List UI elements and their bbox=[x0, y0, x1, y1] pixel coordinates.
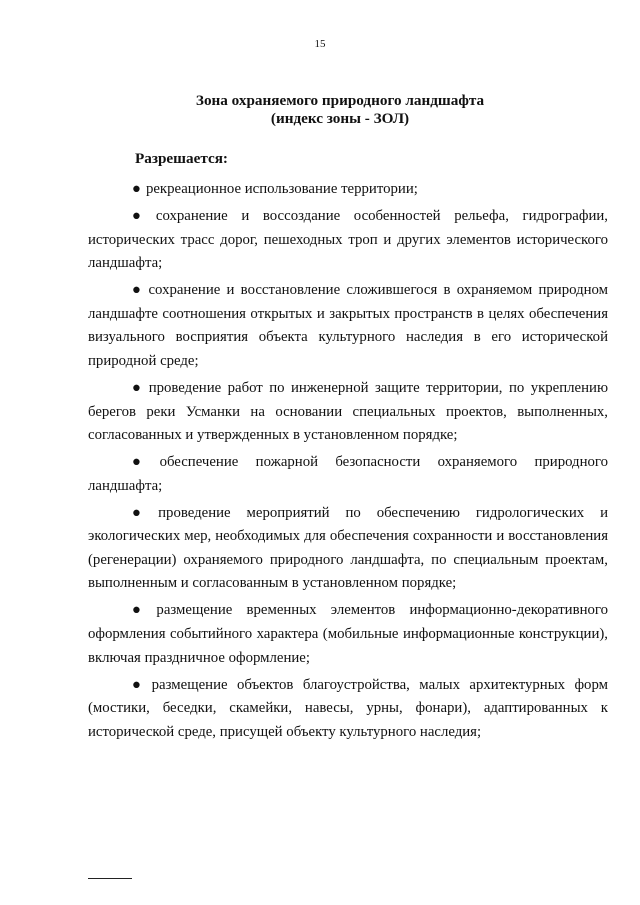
list-item-text: размещение объектов благоустройства, малых архитектурных форм (мостики, беседки, скамейки, навесы, урны, фонари), адаптированных к исторической среде, присущей объекту культурного наследия; bbox=[88, 676, 608, 740]
list-item bbox=[88, 178, 608, 202]
list-item bbox=[88, 674, 608, 745]
list-item bbox=[88, 205, 608, 276]
list-item bbox=[88, 502, 608, 596]
list-item-text: проведение работ по инженерной защите территории, по укреплению берегов реки Усманки на основании специальных проектов, выполненных, согласованных и утвержденных в установленном порядке; bbox=[88, 379, 609, 444]
bullet-icon: ● bbox=[132, 454, 155, 471]
bullet-icon: ● bbox=[132, 504, 154, 521]
list-item-text: сохранение и воссоздание особенностей рельефа, гидрографии, исторических трасс дорог, пешеходных троп и других элементов исторического ландшафта; bbox=[88, 207, 609, 272]
list-item bbox=[88, 377, 608, 448]
bullet-icon: ● bbox=[132, 379, 144, 396]
title-line-2: (индекс зоны - ЗОЛ) bbox=[270, 110, 410, 127]
list-item-text: размещение временных элементов информационно-декоративного оформления событийного характера (мобильные информационные конструкции), включая праздничное оформление; bbox=[88, 602, 608, 666]
list-item-text: рекреационное использование территории; bbox=[145, 181, 418, 197]
section-heading: Разрешается: bbox=[135, 150, 228, 167]
list-item bbox=[88, 599, 608, 670]
list-item-text: сохранение и восстановление сложившегося в охраняемом природном ландшафте соотношения открытых и закрытых пространств в целях обеспечения визуального восприятия объекта культурного наследия в его исторической природной среде; bbox=[88, 282, 609, 369]
list-item-text: обеспечение пожарной безопасности охраняемого природного ландшафта; bbox=[88, 454, 609, 494]
footnote-divider bbox=[88, 878, 132, 879]
document-title bbox=[90, 92, 590, 128]
bullet-icon: ● bbox=[132, 181, 141, 197]
title-line-1: Зона охраняемого природного ландшафта bbox=[195, 92, 485, 109]
permitted-uses-list bbox=[88, 178, 608, 748]
page-number: 15 bbox=[314, 38, 326, 50]
bullet-icon: ● bbox=[132, 676, 147, 693]
bullet-icon: ● bbox=[132, 282, 144, 299]
list-item bbox=[88, 451, 608, 498]
bullet-icon: ● bbox=[132, 207, 151, 224]
bullet-icon: ● bbox=[132, 602, 152, 619]
list-item-text: проведение мероприятий по обеспечению гидрологических и экологических мер, необходимых для обеспечения сохранности и восстановления (регенерации) охраняемого природного ландшафта, по специальным проектам, выполненным и согласованным в установленном порядке; bbox=[88, 504, 609, 592]
list-item bbox=[88, 279, 608, 373]
